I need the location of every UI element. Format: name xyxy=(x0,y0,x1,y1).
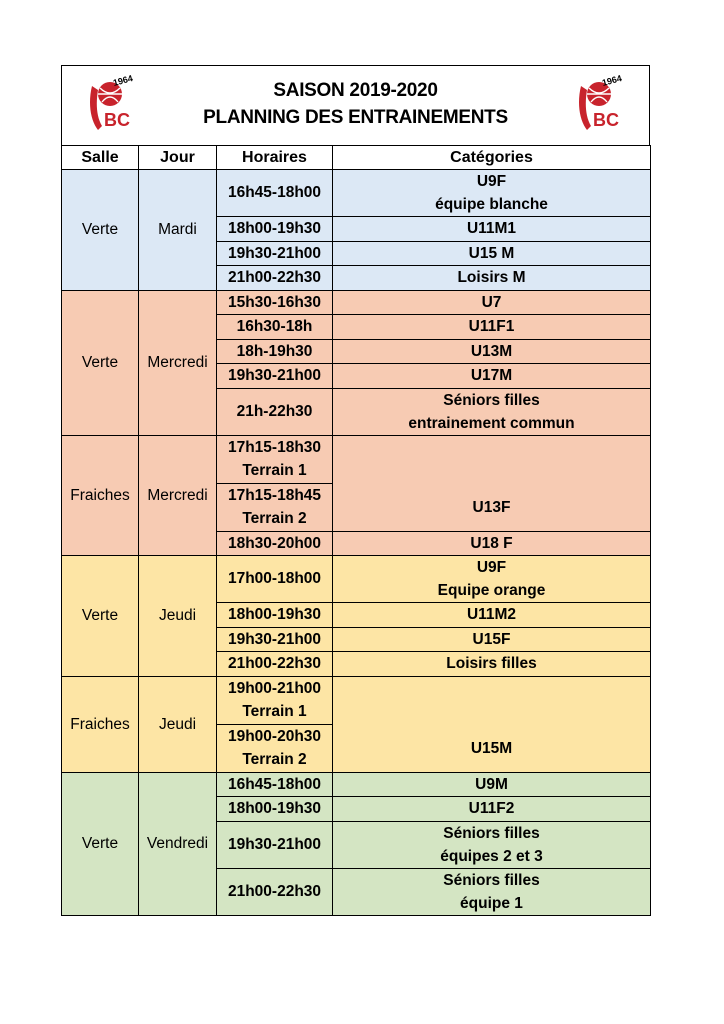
horaire-line: 16h30-18h xyxy=(236,318,313,335)
salle-cell: Fraiches xyxy=(62,435,139,556)
title-planning: PLANNING DES ENTRAINEMENTS xyxy=(203,107,508,128)
categorie-line: Equipe orange xyxy=(437,582,546,599)
categorie-cell xyxy=(333,241,651,266)
table-row xyxy=(62,556,651,603)
categorie-line: équipe blanche xyxy=(435,196,548,213)
categorie-line: Séniors filles xyxy=(443,871,540,889)
column-header-salle: Salle xyxy=(62,146,139,170)
horaire-line: 21h00-22h30 xyxy=(227,269,322,286)
categorie-line: U11M1 xyxy=(466,220,517,238)
horaire-cell xyxy=(217,868,333,915)
table-row xyxy=(62,676,651,724)
horaire-line: 16h45-18h00 xyxy=(227,184,322,202)
schedule-body xyxy=(62,170,651,916)
salle-cell: Verte xyxy=(62,772,139,915)
horaire-line: 21h-22h30 xyxy=(236,402,313,420)
logo-year-left: 1964 xyxy=(111,73,134,88)
categorie-line: U11M2 xyxy=(466,606,517,624)
horaire-line: 18h00-19h30 xyxy=(227,606,322,623)
horaire-line: 19h00-21h00 xyxy=(227,679,322,697)
table-row xyxy=(62,170,651,217)
club-logo-right xyxy=(573,72,627,136)
categorie-cell xyxy=(333,315,651,340)
categorie-line: entrainement commun xyxy=(408,414,575,432)
horaire-cell xyxy=(217,531,333,556)
categorie-line: U7 xyxy=(481,293,502,311)
horaire-cell xyxy=(217,217,333,242)
categorie-line: U11F1 xyxy=(468,318,515,336)
categorie-cell xyxy=(333,290,651,315)
horaire-cell xyxy=(217,170,333,217)
horaire-cell xyxy=(217,315,333,340)
categorie-cell xyxy=(333,217,651,242)
categorie-line: U18 F xyxy=(470,534,513,552)
title-season: SAISON 2019-2020 xyxy=(273,80,438,101)
table-row xyxy=(62,772,651,797)
horaire-cell xyxy=(217,483,333,531)
horaire-line: 21h00-22h30 xyxy=(227,882,322,900)
horaire-line: 16h45-18h00 xyxy=(227,775,322,793)
horaire-line: 18h30-20h00 xyxy=(227,534,322,552)
horaire-cell xyxy=(217,724,333,772)
horaire-line: 17h00-18h00 xyxy=(227,570,322,588)
categorie-line: U17M xyxy=(470,367,513,385)
schedule-sheet xyxy=(61,65,650,916)
categorie-line: équipes 2 et 3 xyxy=(440,847,543,865)
categorie-cell xyxy=(333,868,651,915)
categorie-cell xyxy=(333,435,651,531)
logo-letters-left: BC xyxy=(104,110,130,130)
table-header-row xyxy=(62,146,651,170)
horaire-line: 18h00-19h30 xyxy=(227,800,322,817)
logo-year-right: 1964 xyxy=(600,73,623,88)
schedule-table xyxy=(61,145,651,916)
jour-cell: Mercredi xyxy=(139,435,217,556)
horaire-cell xyxy=(217,821,333,868)
horaire-cell xyxy=(217,772,333,797)
categorie-line: U9F xyxy=(476,559,507,576)
categorie-cell xyxy=(333,388,651,435)
categorie-line: Séniors filles xyxy=(443,391,540,409)
column-header-categories: Catégories xyxy=(333,146,651,170)
horaire-cell xyxy=(217,435,333,483)
horaire-line: 17h15-18h45 xyxy=(227,486,322,504)
horaire-cell xyxy=(217,364,333,389)
categorie-cell xyxy=(333,531,651,556)
categorie-cell xyxy=(333,603,651,628)
horaire-line: 19h30-21h00 xyxy=(227,835,322,853)
salle-cell: Fraiches xyxy=(62,676,139,772)
horaire-line: 18h-19h30 xyxy=(236,342,313,360)
horaire-cell xyxy=(217,627,333,652)
categorie-line: U11F2 xyxy=(468,800,515,818)
horaire-line: 19h30-21h00 xyxy=(227,367,322,384)
jour-cell: Mercredi xyxy=(139,290,217,435)
categorie-line: U15M xyxy=(470,739,513,757)
horaire-cell xyxy=(217,241,333,266)
categorie-cell xyxy=(333,772,651,797)
horaire-cell xyxy=(217,290,333,315)
categorie-line: U15 M xyxy=(468,244,515,262)
categorie-cell xyxy=(333,556,651,603)
horaire-line: Terrain 2 xyxy=(242,751,307,768)
salle-cell: Verte xyxy=(62,170,139,291)
categorie-line: U15F xyxy=(472,630,511,648)
categorie-line: U13F xyxy=(472,498,511,516)
categorie-line: équipe 1 xyxy=(460,894,523,912)
horaire-line: 15h30-16h30 xyxy=(227,293,322,311)
horaire-cell xyxy=(217,603,333,628)
logo-letters-right: BC xyxy=(593,110,619,130)
horaire-line: Terrain 1 xyxy=(242,703,307,720)
categorie-cell xyxy=(333,170,651,217)
salle-cell: Verte xyxy=(62,290,139,435)
column-header-jour: Jour xyxy=(139,146,217,170)
categorie-cell xyxy=(333,364,651,389)
horaire-cell xyxy=(217,652,333,677)
categorie-line: U9M xyxy=(475,775,508,793)
horaire-cell xyxy=(217,339,333,364)
categorie-line: U13M xyxy=(470,342,513,360)
categorie-cell xyxy=(333,797,651,822)
categorie-cell xyxy=(333,821,651,868)
horaire-line: 18h00-19h30 xyxy=(227,220,322,237)
table-row xyxy=(62,290,651,315)
categorie-cell xyxy=(333,652,651,677)
table-row xyxy=(62,435,651,483)
categorie-cell xyxy=(333,266,651,291)
schedule-header xyxy=(61,65,650,145)
categorie-cell xyxy=(333,627,651,652)
categorie-line: Séniors filles xyxy=(443,824,540,842)
horaire-cell xyxy=(217,388,333,435)
categorie-line: U9F xyxy=(476,173,507,190)
jour-cell: Jeudi xyxy=(139,676,217,772)
horaire-line: 19h30-21h00 xyxy=(227,244,322,262)
horaire-line: 21h00-22h30 xyxy=(227,655,322,672)
categorie-cell xyxy=(333,339,651,364)
horaire-line: 19h00-20h30 xyxy=(227,727,322,745)
jour-cell: Mardi xyxy=(139,170,217,291)
horaire-line: Terrain 1 xyxy=(242,462,307,479)
horaire-cell xyxy=(217,266,333,291)
horaire-line: 19h30-21h00 xyxy=(227,630,322,648)
categorie-line: Loisirs M xyxy=(457,269,526,287)
horaire-cell xyxy=(217,797,333,822)
horaire-cell xyxy=(217,676,333,724)
jour-cell: Vendredi xyxy=(139,772,217,915)
salle-cell: Verte xyxy=(62,556,139,677)
jour-cell: Jeudi xyxy=(139,556,217,677)
categorie-line: Loisirs filles xyxy=(446,655,537,673)
categorie-cell xyxy=(333,676,651,772)
column-header-horaires: Horaires xyxy=(217,146,333,170)
horaire-line: 17h15-18h30 xyxy=(227,438,322,456)
horaire-line: Terrain 2 xyxy=(242,510,307,527)
horaire-cell xyxy=(217,556,333,603)
